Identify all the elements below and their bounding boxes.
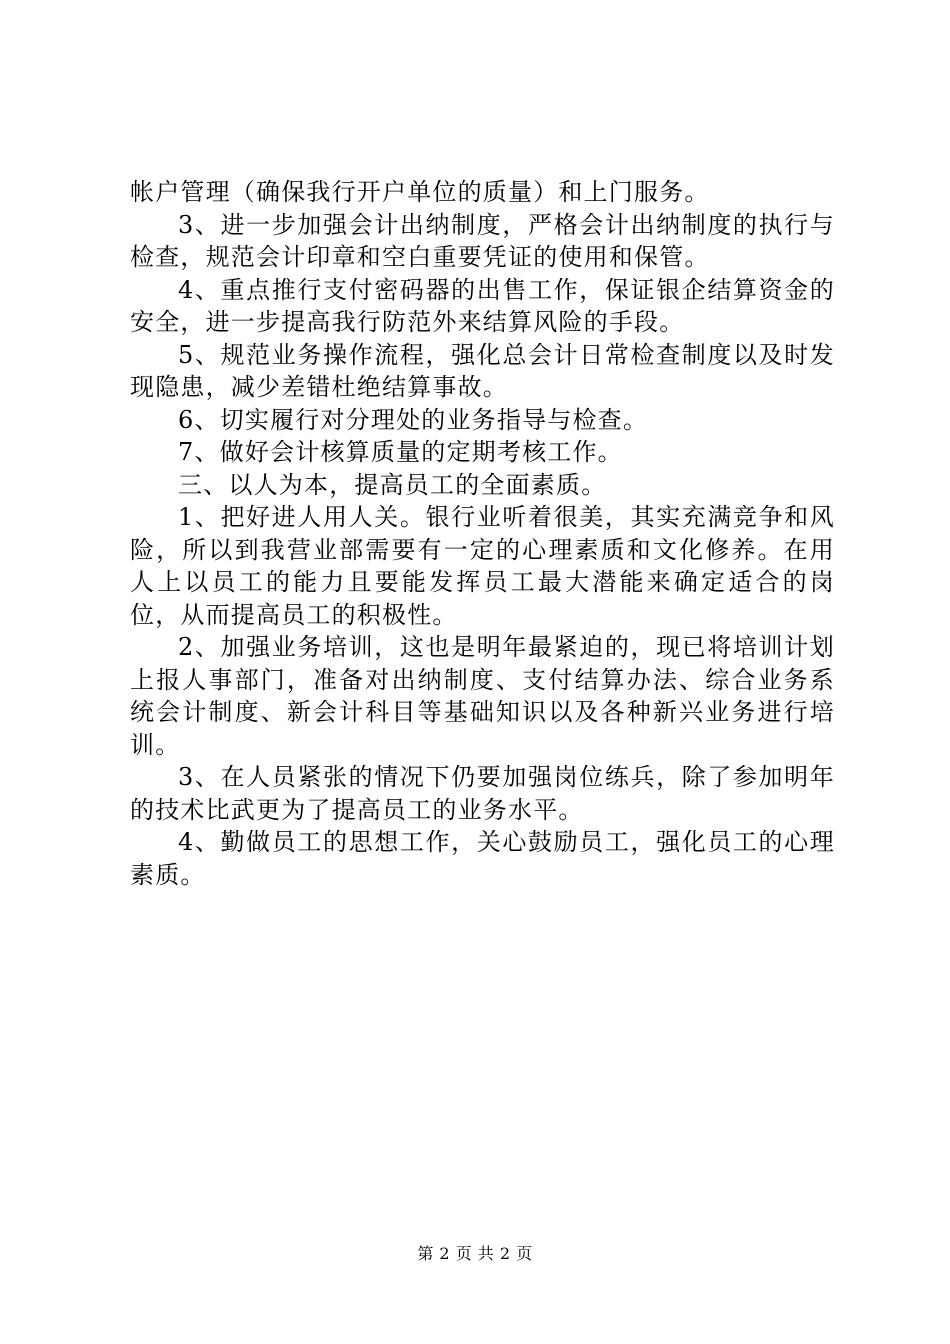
- paragraph-4: 5、规范业务操作流程，强化总会计日常检查制度以及时发现隐患，减少差错杜绝结算事故。: [130, 340, 835, 401]
- paragraph-3: 4、重点推行支付密码器的出售工作，保证银企结算资金的安全，进一步提高我行防范外来结算风险的手段。: [130, 275, 835, 336]
- page-number-label: 第 2 页 共 2 页: [417, 1244, 533, 1263]
- document-body: [130, 176, 835, 891]
- paragraph-1: 帐户管理（确保我行开户单位的质量）和上门服务。: [130, 178, 710, 206]
- section-heading-3: 三、以人为本，提高员工的全面素质。: [178, 470, 607, 499]
- paragraph-9: 2、加强业务培训，这也是明年最紧迫的，现已将培训计划上报人事部门，准备对出纳制度、支付结算办法、综合业务系统会计制度、新会计科目等基础知识以及各种新兴业务进行培训。: [130, 633, 835, 759]
- paragraph-6: 7、做好会计核算质量的定期考核工作。: [178, 438, 623, 466]
- paragraph-10: 3、在人员紧张的情况下仍要加强岗位练兵，除了参加明年的技术比武更为了提高员工的业务水平。: [130, 763, 835, 824]
- paragraph-11: 4、勤做员工的思想工作，关心鼓励员工，强化员工的心理素质。: [130, 828, 835, 889]
- paragraph-8: 1、把好进人用人关。银行业听着很美，其实充满竞争和风险，所以到我营业部需要有一定的心理素质和文化修养。在用人上以员工的能力且要能发挥员工最大潜能来确定适合的岗位，从而提高员工的积极性。: [130, 503, 835, 629]
- paragraph-5: 6、切实履行对分理处的业务指导与检查。: [178, 405, 649, 434]
- paragraph-2: 3、进一步加强会计出纳制度，严格会计出纳制度的执行与检查，规范会计印章和空白重要凭证的使用和保管。: [130, 210, 835, 271]
- page-footer: [0, 1244, 950, 1264]
